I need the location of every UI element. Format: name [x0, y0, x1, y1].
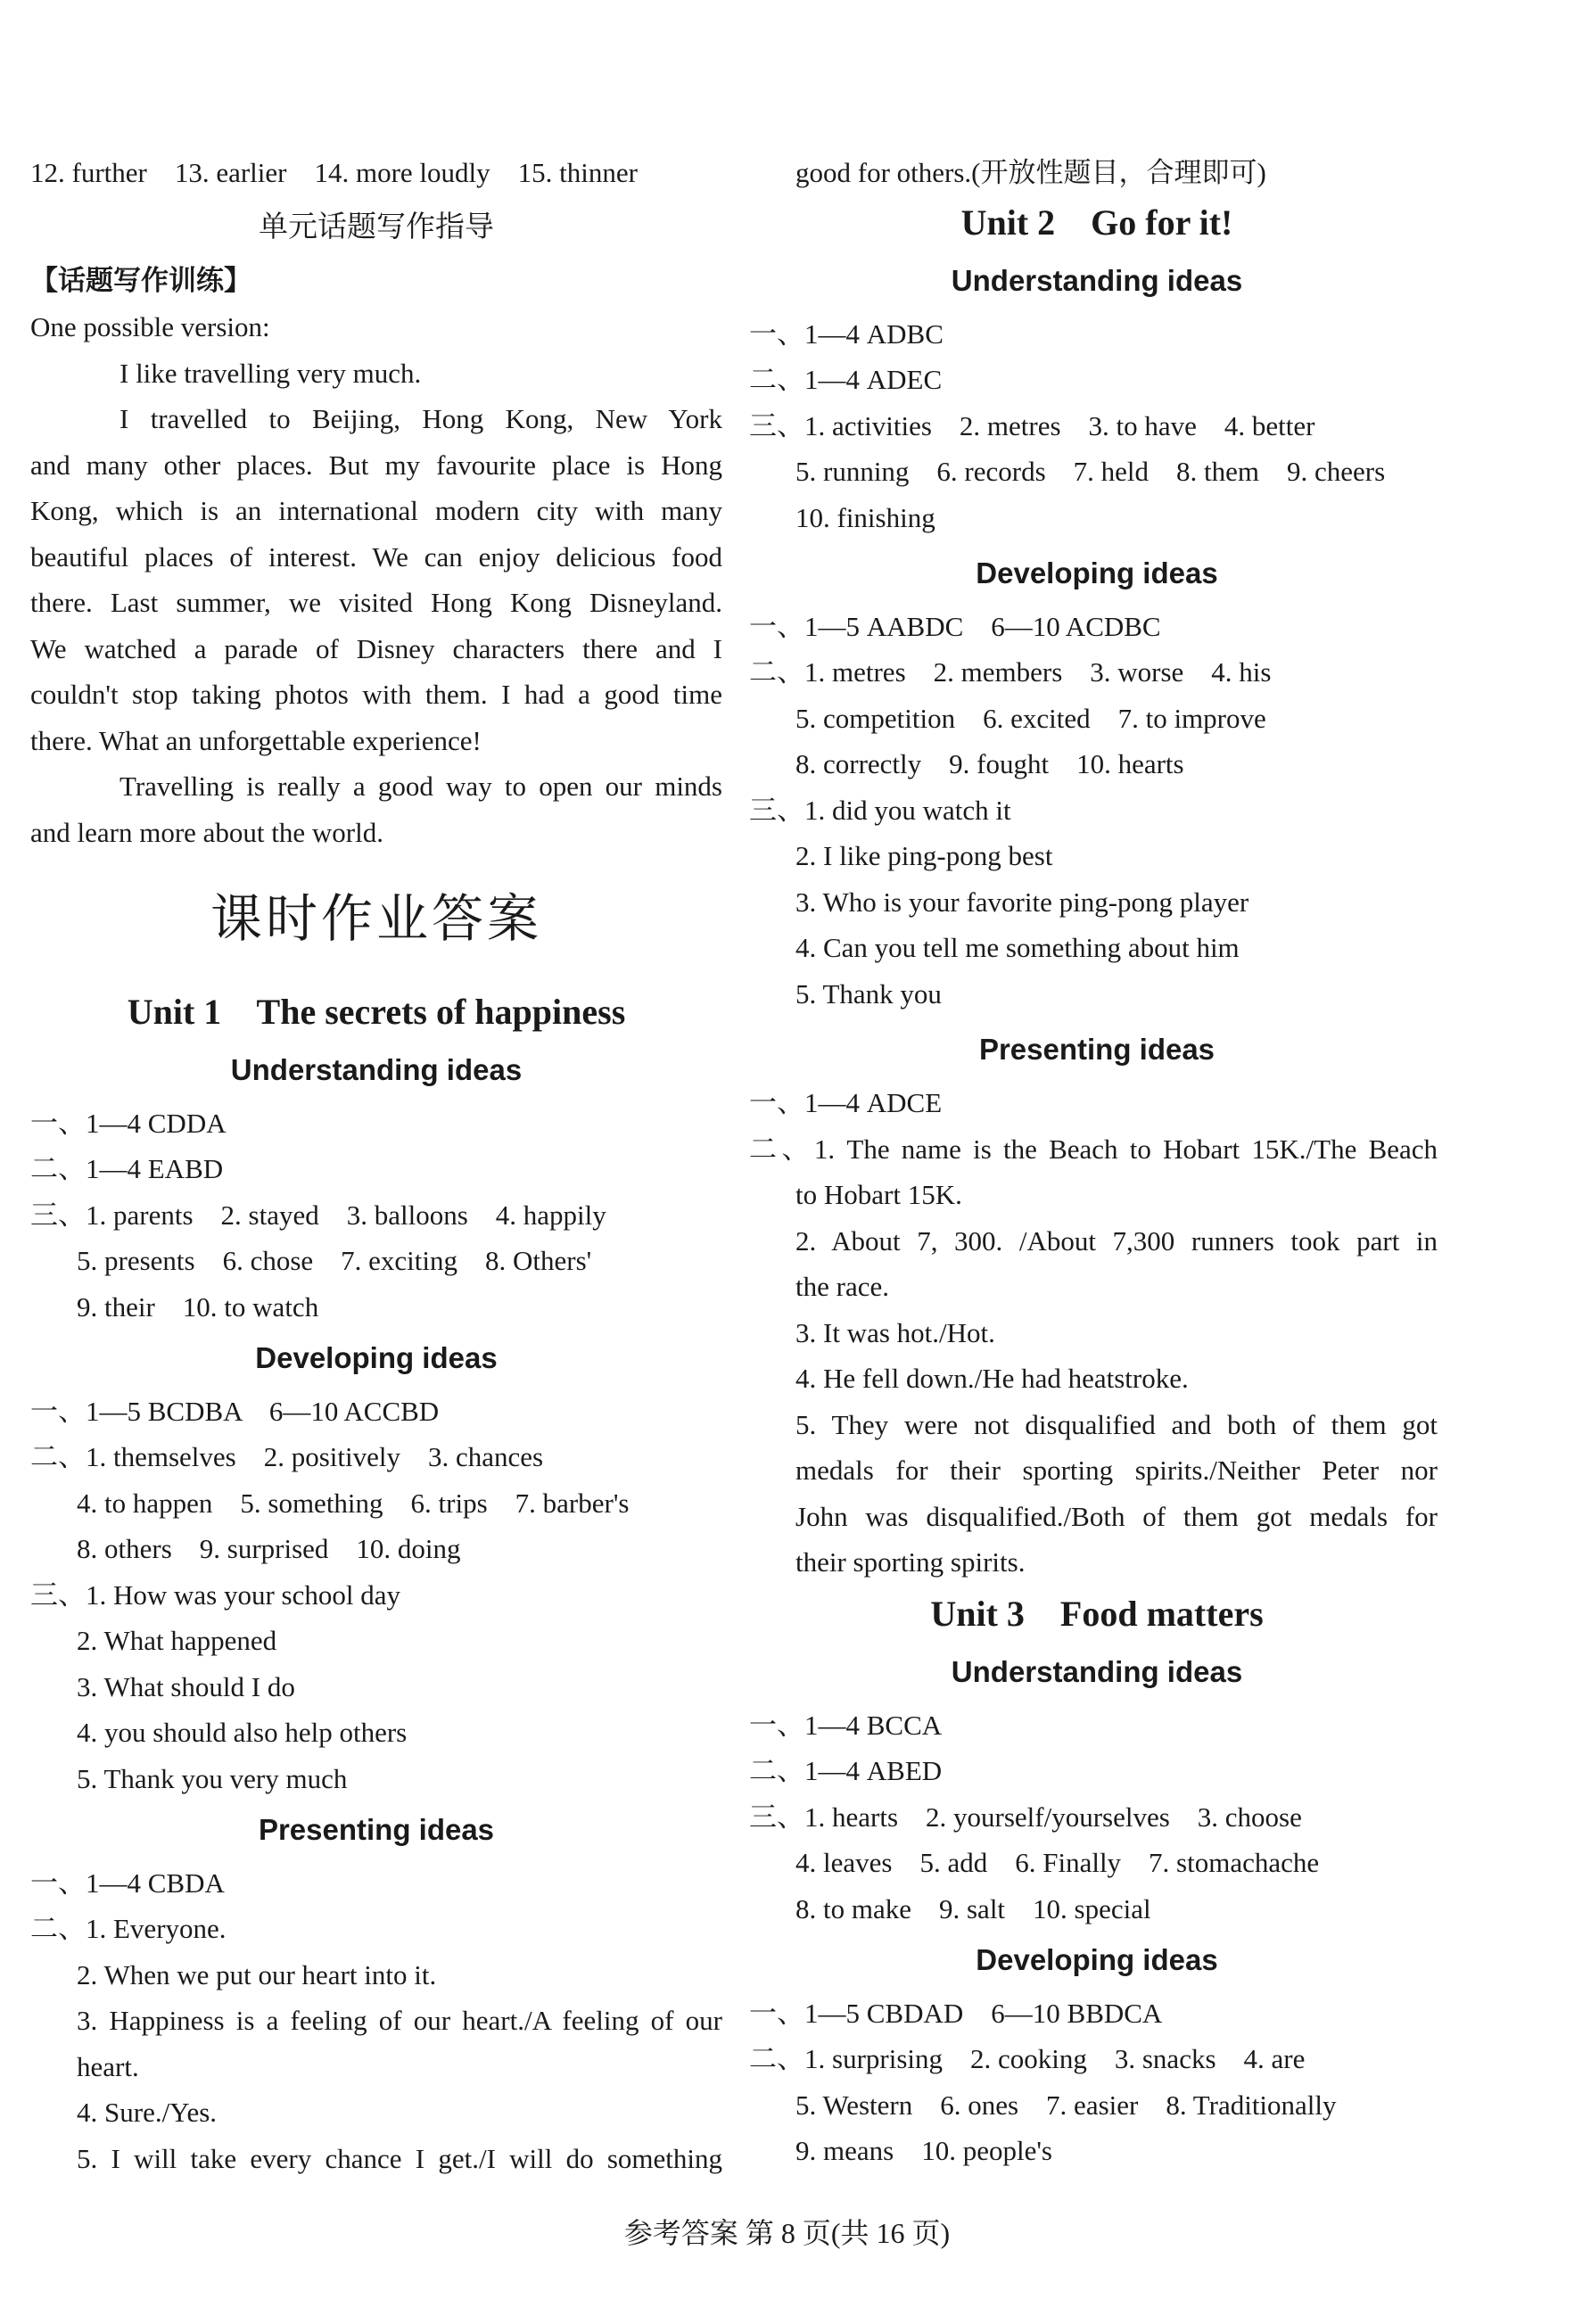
developing-ideas-heading: Developing ideas [976, 556, 1218, 589]
answer-line: 2. When we put our heart into it. [77, 1959, 437, 1990]
developing-ideas-heading: Developing ideas [255, 1341, 498, 1374]
answer-line: good for others.(开放性题目，合理即可) [795, 157, 1266, 188]
answer-line: 4. Sure./Yes. [77, 2097, 218, 2128]
answer-line: 三、1. parents 2. stayed 3. balloons 4. happily [30, 1199, 606, 1231]
answer-line: 4. to happen 5. something 6. trips 7. barber's [77, 1488, 630, 1519]
answer-line: 5. Western 6. ones 7. easier 8. Traditionally [795, 2089, 1337, 2121]
unit-3-title: Unit 3 Food matters [930, 1594, 1264, 1634]
answer-line: 3. Happiness is a feeling of our heart./A feeling of our [77, 2005, 722, 2036]
answer-line: 二、1. Everyone. [30, 1913, 227, 1944]
understanding-ideas-heading: Understanding ideas [951, 264, 1243, 297]
answer-line: their sporting spirits. [795, 1546, 1026, 1578]
answer-line: 三、1. did you watch it [749, 795, 1011, 826]
answer-line: 二、1. metres 2. members 3. worse 4. his [749, 656, 1272, 688]
answer-line: John was disqualified./Both of them got medals for [795, 1501, 1438, 1532]
essay-line: I travelled to Beijing, Hong Kong, New York [119, 403, 722, 434]
answer-line: 二、1—4 EABD [30, 1153, 224, 1184]
answer-line: 5. Thank you very much [77, 1763, 348, 1794]
answer-line: 2. What happened [77, 1625, 277, 1656]
homework-answers-title: 课时作业答案 [210, 888, 542, 949]
essay-line: We watched a parade of Disney characters there and I [30, 633, 722, 664]
answer-line: 2. I like ping-pong best [795, 840, 1053, 871]
answer-line: 5. Thank you [795, 978, 942, 1010]
answer-line: 5. presents 6. chose 7. exciting 8. Others' [77, 1245, 592, 1276]
unit-2-title: Unit 2 Go for it! [960, 202, 1233, 243]
answer-line: 2. About 7, 300. /About 7,300 runners took part in [795, 1225, 1438, 1257]
essay-line: Travelling is really a good way to open our minds [119, 771, 722, 802]
answer-line: 三、1. activities 2. metres 3. to have 4. better [749, 410, 1315, 441]
answer-line: 三、1. How was your school day [30, 1579, 401, 1611]
essay-line: and many other places. But my favourite place is Hong [30, 449, 722, 481]
essay-line: beautiful places of interest. We can enjoy delicious food [30, 541, 722, 573]
understanding-ideas-heading: Understanding ideas [230, 1053, 523, 1086]
answer-line: 9. means 10. people's [795, 2135, 1052, 2166]
answer-line: 一、1—4 CDDA [30, 1108, 227, 1139]
presenting-ideas-heading: Presenting ideas [258, 1813, 495, 1846]
answer-line: heart. [77, 2051, 139, 2082]
answer-line: the race. [795, 1271, 889, 1302]
answer-line: 5. I will take every chance I get./I will do something [77, 2143, 722, 2174]
unit-1-title: Unit 1 The secrets of happiness [127, 992, 626, 1032]
developing-ideas-heading: Developing ideas [976, 1943, 1218, 1976]
answer-line: 一、1—4 CBDA [30, 1867, 225, 1899]
essay-line: there. What an unforgettable experience! [30, 725, 482, 756]
answer-line: 4. He fell down./He had heatstroke. [795, 1363, 1189, 1394]
presenting-ideas-heading: Presenting ideas [978, 1033, 1216, 1066]
writing-guide-title: 单元话题写作指导 [259, 209, 494, 243]
answer-line: 二、1—4 ABED [749, 1755, 943, 1786]
understanding-ideas-heading: Understanding ideas [951, 1655, 1243, 1688]
answer-line: medals for their sporting spirits./Neither Peter nor [795, 1455, 1438, 1486]
answer-line: 8. to make 9. salt 10. special [795, 1893, 1151, 1924]
writing-training-label: 【话题写作训练】 [30, 265, 251, 297]
essay-line: couldn't stop taking photos with them. I had a good time [30, 679, 722, 710]
page-footer: 参考答案 第 8 页(共 16 页) [623, 2217, 951, 2249]
answer-line: to Hobart 15K. [795, 1179, 962, 1210]
answer-line: 二、1. surprising 2. cooking 3. snacks 4. are [749, 2043, 1306, 2074]
answer-line: 4. you should also help others [77, 1717, 408, 1748]
answer-line: 二、1. themselves 2. positively 3. chances [30, 1441, 544, 1472]
essay-line: I like travelling very much. [119, 358, 422, 389]
answer-line: 一、1—5 AABDC 6—10 ACDBC [749, 611, 1161, 642]
answer-line: 5. running 6. records 7. held 8. them 9. cheers [795, 456, 1386, 487]
essay-line: and learn more about the world. [30, 817, 383, 848]
answer-line: 5. competition 6. excited 7. to improve [795, 703, 1266, 734]
answer-line: 3. Who is your favorite ping-pong player [795, 886, 1249, 918]
answer-line: 一、1—5 CBDAD 6—10 BBDCA [749, 1998, 1163, 2029]
answer-line: 二、1. The name is the Beach to Hobart 15K./The Beach [749, 1133, 1438, 1165]
answer-line: 10. finishing [795, 502, 935, 533]
essay-line: there. Last summer, we visited Hong Kong Disneyland. [30, 587, 722, 618]
answer-line: 一、1—4 BCCA [749, 1710, 943, 1741]
answer-line: 5. They were not disqualified and both of them got [795, 1409, 1438, 1440]
answer-line: 一、1—5 BCDBA 6—10 ACCBD [30, 1396, 440, 1427]
essay-line: One possible version: [30, 311, 270, 342]
answer-line: 9. their 10. to watch [77, 1291, 319, 1323]
answer-line: 12. further 13. earlier 14. more loudly 15. thinner [30, 157, 638, 188]
essay-line: Kong, which is an international modern city with many [30, 495, 722, 526]
answer-line: 二、1—4 ADEC [749, 364, 943, 395]
answer-line: 3. It was hot./Hot. [795, 1317, 995, 1348]
answer-line: 三、1. hearts 2. yourself/yourselves 3. choose [749, 1801, 1302, 1833]
answer-line: 3. What should I do [77, 1671, 295, 1702]
answer-line: 4. Can you tell me something about him [795, 932, 1240, 963]
answer-line: 一、1—4 ADCE [749, 1087, 943, 1118]
answer-line: 8. others 9. surprised 10. doing [77, 1533, 461, 1564]
answer-line: 4. leaves 5. add 6. Finally 7. stomachache [795, 1847, 1320, 1878]
answer-line: 一、1—4 ADBC [749, 318, 944, 350]
answer-line: 8. correctly 9. fought 10. hearts [795, 748, 1184, 779]
